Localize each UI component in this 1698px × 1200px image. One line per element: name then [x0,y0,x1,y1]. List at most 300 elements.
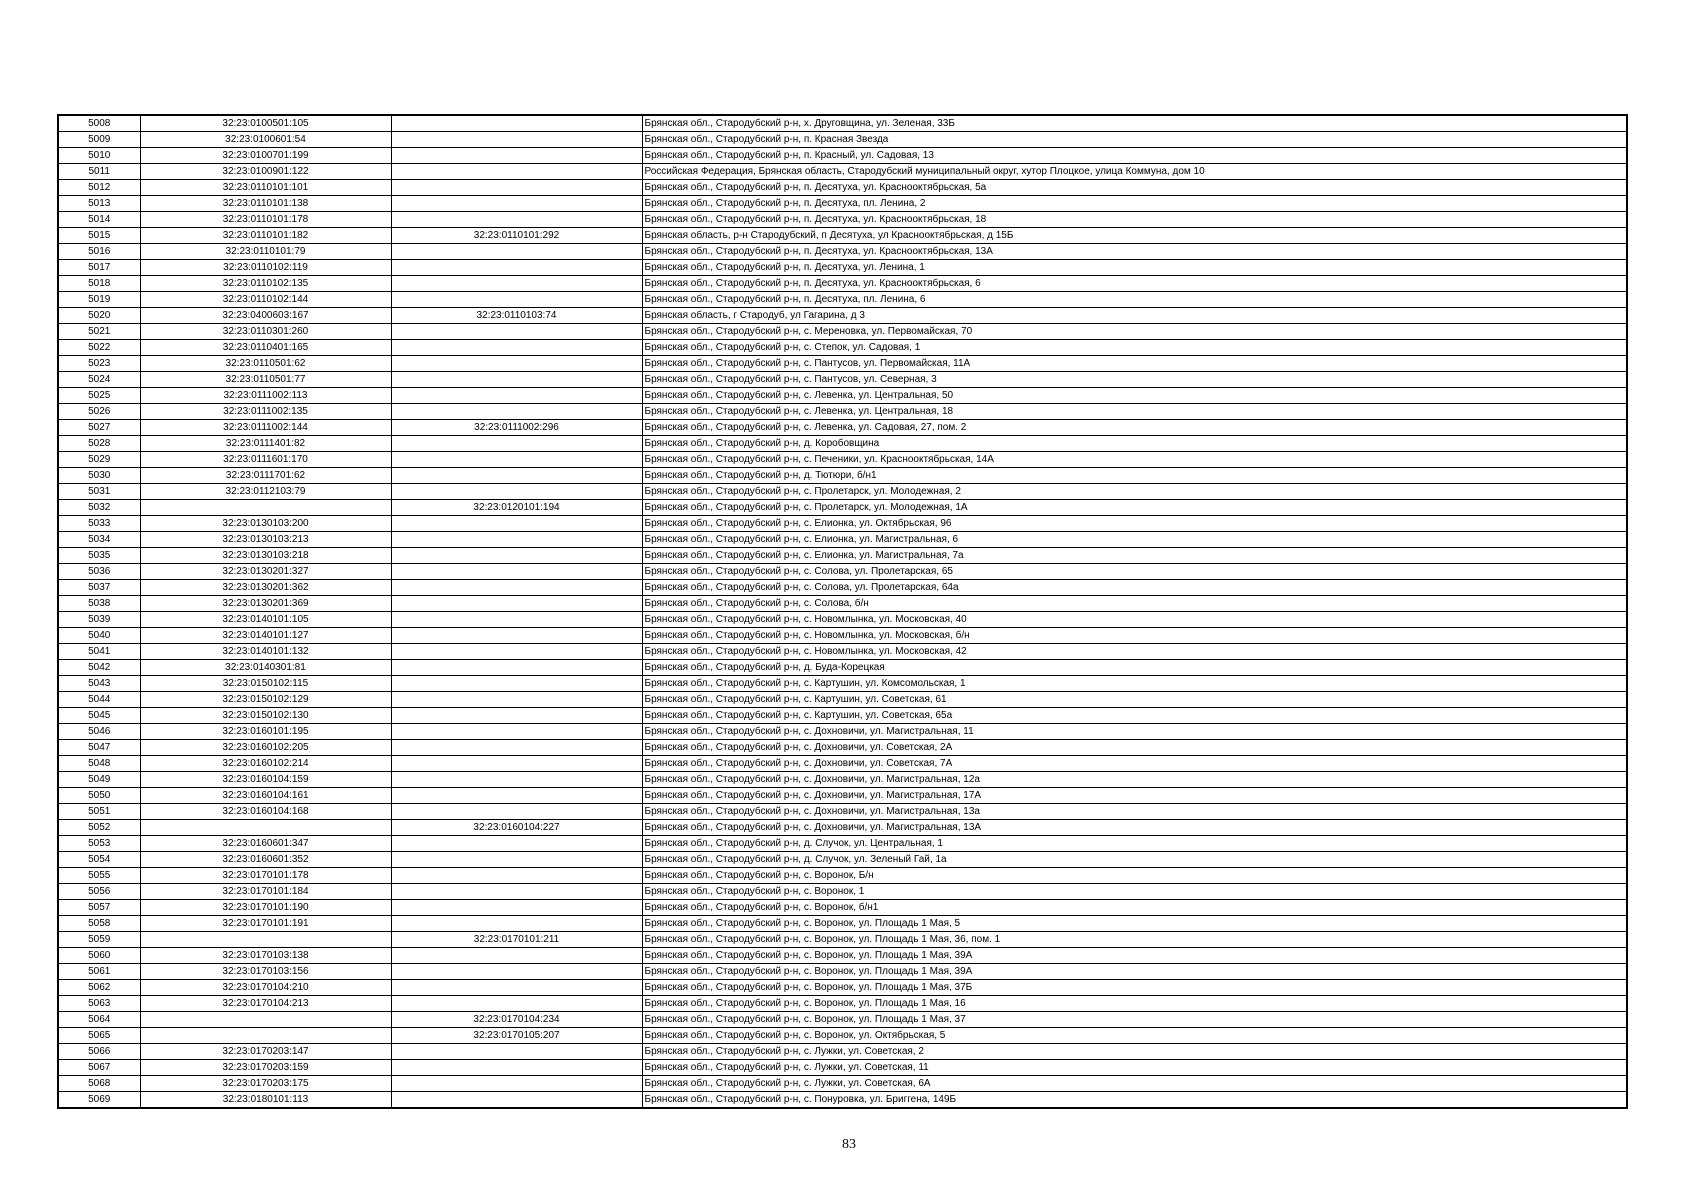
address-cell: Брянская обл., Стародубский р-н, с. Солова, ул. Пролетарская, 64а [642,580,1627,596]
cadastral-number-cell: 32:23:0170103:138 [140,948,391,964]
cadastral-number-cell: 32:23:0140101:127 [140,628,391,644]
cadastral-number-cell: 32:23:0111601:170 [140,452,391,468]
table-row [58,1044,1627,1060]
table-row [58,900,1627,916]
table-row [58,596,1627,612]
address-cell: Брянская обл., Стародубский р-н, д. Тютюри, б/н1 [642,468,1627,484]
table-row [58,404,1627,420]
address-cell: Брянская обл., Стародубский р-н, с. Воронок, ул. Площадь 1 Мая, 37 [642,1012,1627,1028]
address-cell: Брянская обл., Стародубский р-н, с. Дохновичи, ул. Советская, 7А [642,756,1627,772]
row-number-cell: 5059 [58,932,140,948]
row-number-cell: 5055 [58,868,140,884]
address-cell: Брянская обл., Стародубский р-н, с. Дохновичи, ул. Магистральная, 11 [642,724,1627,740]
related-cadastral-number-cell [391,740,642,756]
address-cell: Брянская обл., Стародубский р-н, с. Воронок, ул. Площадь 1 Мая, 39А [642,948,1627,964]
row-number-cell: 5063 [58,996,140,1012]
address-cell: Брянская обл., Стародубский р-н, с. Елионка, ул. Октябрьская, 96 [642,516,1627,532]
table-row [58,452,1627,468]
related-cadastral-number-cell [391,804,642,820]
related-cadastral-number-cell [391,964,642,980]
row-number-cell: 5044 [58,692,140,708]
related-cadastral-number-cell [391,916,642,932]
row-number-cell: 5019 [58,292,140,308]
cadastral-number-cell: 32:23:0110101:101 [140,180,391,196]
cadastral-number-cell: 32:23:0160601:352 [140,852,391,868]
cadastral-number-cell: 32:23:0110501:62 [140,356,391,372]
related-cadastral-number-cell [391,852,642,868]
table-row [58,980,1627,996]
related-cadastral-number-cell [391,1044,642,1060]
table-row [58,228,1627,244]
row-number-cell: 5050 [58,788,140,804]
row-number-cell: 5056 [58,884,140,900]
row-number-cell: 5042 [58,660,140,676]
address-cell: Брянская обл., Стародубский р-н, с. Пролетарск, ул. Молодежная, 1А [642,500,1627,516]
table-row [58,916,1627,932]
table-row [58,948,1627,964]
cadastral-number-cell: 32:23:0111401:82 [140,436,391,452]
cadastral-number-cell: 32:23:0170103:156 [140,964,391,980]
related-cadastral-number-cell: 32:23:0110101:292 [391,228,642,244]
row-number-cell: 5053 [58,836,140,852]
row-number-cell: 5034 [58,532,140,548]
address-cell: Брянская обл., Стародубский р-н, с. Печеники, ул. Краснооктябрьская, 14А [642,452,1627,468]
cadastral-number-cell: 32:23:0170101:191 [140,916,391,932]
table-row [58,436,1627,452]
table-row [58,868,1627,884]
row-number-cell: 5012 [58,180,140,196]
row-number-cell: 5065 [58,1028,140,1044]
address-cell: Брянская обл., Стародубский р-н, с. Степок, ул. Садовая, 1 [642,340,1627,356]
table-row [58,388,1627,404]
cadastral-number-cell [140,820,391,836]
address-cell: Брянская обл., Стародубский р-н, с. Новомлынка, ул. Московская, 42 [642,644,1627,660]
cadastral-number-cell: 32:23:0160104:161 [140,788,391,804]
cadastral-number-cell: 32:23:0110501:77 [140,372,391,388]
address-cell: Брянская обл., Стародубский р-н, с. Воронок, ул. Площадь 1 Мая, 36, пом. 1 [642,932,1627,948]
related-cadastral-number-cell: 32:23:0110103:74 [391,308,642,324]
related-cadastral-number-cell [391,676,642,692]
table-row [58,820,1627,836]
cadastral-number-cell: 32:23:0140101:132 [140,644,391,660]
address-cell: Брянская обл., Стародубский р-н, п. Десятуха, пл. Ленина, 6 [642,292,1627,308]
address-cell: Брянская обл., Стародубский р-н, с. Воронок, ул. Октябрьская, 5 [642,1028,1627,1044]
row-number-cell: 5069 [58,1092,140,1109]
table-row [58,628,1627,644]
related-cadastral-number-cell [391,1076,642,1092]
table-row [58,1012,1627,1028]
cadastral-number-cell: 32:23:0170203:159 [140,1060,391,1076]
table-row [58,356,1627,372]
row-number-cell: 5015 [58,228,140,244]
table-row [58,756,1627,772]
property-register-table [57,114,1628,1109]
table-row [58,708,1627,724]
related-cadastral-number-cell [391,756,642,772]
table-row [58,932,1627,948]
row-number-cell: 5058 [58,916,140,932]
address-cell: Брянская обл., Стародубский р-н, с. Мереновка, ул. Первомайская, 70 [642,324,1627,340]
related-cadastral-number-cell [391,564,642,580]
related-cadastral-number-cell [391,996,642,1012]
row-number-cell: 5036 [58,564,140,580]
cadastral-number-cell: 32:23:0100701:199 [140,148,391,164]
table-row [58,468,1627,484]
address-cell: Брянская обл., Стародубский р-н, с. Дохновичи, ул. Магистральная, 13А [642,820,1627,836]
row-number-cell: 5066 [58,1044,140,1060]
table-row [58,580,1627,596]
row-number-cell: 5041 [58,644,140,660]
cadastral-number-cell [140,1012,391,1028]
address-cell: Брянская обл., Стародубский р-н, с. Дохновичи, ул. Магистральная, 13а [642,804,1627,820]
table-row [58,852,1627,868]
cadastral-number-cell: 32:23:0140101:105 [140,612,391,628]
related-cadastral-number-cell: 32:23:0120101:194 [391,500,642,516]
row-number-cell: 5046 [58,724,140,740]
cadastral-number-cell: 32:23:0110101:178 [140,212,391,228]
related-cadastral-number-cell [391,628,642,644]
related-cadastral-number-cell [391,516,642,532]
row-number-cell: 5022 [58,340,140,356]
row-number-cell: 5023 [58,356,140,372]
cadastral-number-cell: 32:23:0180101:113 [140,1092,391,1109]
table-row [58,148,1627,164]
address-cell: Брянская обл., Стародубский р-н, п. Красная Звезда [642,132,1627,148]
table-row [58,548,1627,564]
cadastral-number-cell: 32:23:0130103:213 [140,532,391,548]
row-number-cell: 5021 [58,324,140,340]
address-cell: Брянская обл., Стародубский р-н, с. Воронок, ул. Площадь 1 Мая, 37Б [642,980,1627,996]
row-number-cell: 5010 [58,148,140,164]
row-number-cell: 5017 [58,260,140,276]
address-cell: Брянская обл., Стародубский р-н, с. Дохновичи, ул. Магистральная, 17А [642,788,1627,804]
related-cadastral-number-cell [391,468,642,484]
address-cell: Брянская обл., Стародубский р-н, д. Случок, ул. Центральная, 1 [642,836,1627,852]
address-cell: Брянская обл., Стародубский р-н, с. Солова, б/н [642,596,1627,612]
related-cadastral-number-cell [391,644,642,660]
related-cadastral-number-cell [391,660,642,676]
cadastral-number-cell: 32:23:0111002:113 [140,388,391,404]
address-cell: Брянская обл., Стародубский р-н, д. Буда-Корецкая [642,660,1627,676]
row-number-cell: 5035 [58,548,140,564]
row-number-cell: 5014 [58,212,140,228]
table-row [58,276,1627,292]
related-cadastral-number-cell [391,244,642,260]
row-number-cell: 5029 [58,452,140,468]
row-number-cell: 5033 [58,516,140,532]
cadastral-number-cell: 32:23:0110101:138 [140,196,391,212]
table-row [58,612,1627,628]
address-cell: Брянская обл., Стародубский р-н, с. Картушин, ул. Советская, 65а [642,708,1627,724]
related-cadastral-number-cell [391,372,642,388]
related-cadastral-number-cell [391,260,642,276]
related-cadastral-number-cell: 32:23:0170101:211 [391,932,642,948]
row-number-cell: 5045 [58,708,140,724]
table-row [58,1060,1627,1076]
row-number-cell: 5009 [58,132,140,148]
cadastral-number-cell: 32:23:0170203:175 [140,1076,391,1092]
cadastral-number-cell: 32:23:0110301:260 [140,324,391,340]
cadastral-number-cell: 32:23:0170104:213 [140,996,391,1012]
related-cadastral-number-cell [391,164,642,180]
table-row [58,308,1627,324]
related-cadastral-number-cell [391,452,642,468]
row-number-cell: 5039 [58,612,140,628]
related-cadastral-number-cell [391,340,642,356]
table-row [58,132,1627,148]
table-row [58,660,1627,676]
related-cadastral-number-cell [391,436,642,452]
related-cadastral-number-cell [391,580,642,596]
address-cell: Брянская обл., Стародубский р-н, с. Левенка, ул. Центральная, 50 [642,388,1627,404]
address-cell: Брянская обл., Стародубский р-н, с. Лужки, ул. Советская, 2 [642,1044,1627,1060]
table-row [58,1028,1627,1044]
address-cell: Брянская обл., Стародубский р-н, п. Десятуха, ул. Краснооктябрьская, 13А [642,244,1627,260]
related-cadastral-number-cell [391,292,642,308]
address-cell: Российская Федерация, Брянская область, Стародубский муниципальный округ, хутор Плоцкое, улица Коммуна, дом 10 [642,164,1627,180]
address-cell: Брянская обл., Стародубский р-н, х. Друговщина, ул. Зеленая, 33Б [642,115,1627,132]
cadastral-number-cell: 32:23:0100601:54 [140,132,391,148]
address-cell: Брянская обл., Стародубский р-н, с. Елионка, ул. Магистральная, 7а [642,548,1627,564]
related-cadastral-number-cell: 32:23:0170105:207 [391,1028,642,1044]
cadastral-number-cell: 32:23:0111002:144 [140,420,391,436]
address-cell: Брянская обл., Стародубский р-н, с. Картушин, ул. Комсомольская, 1 [642,676,1627,692]
table-row [58,836,1627,852]
related-cadastral-number-cell: 32:23:0170104:234 [391,1012,642,1028]
row-number-cell: 5040 [58,628,140,644]
row-number-cell: 5054 [58,852,140,868]
row-number-cell: 5031 [58,484,140,500]
row-number-cell: 5047 [58,740,140,756]
address-cell: Брянская обл., Стародубский р-н, п. Десятуха, ул. Краснооктябрьская, 18 [642,212,1627,228]
table-row [58,500,1627,516]
related-cadastral-number-cell: 32:23:0111002:296 [391,420,642,436]
address-cell: Брянская обл., Стародубский р-н, с. Воронок, б/н1 [642,900,1627,916]
address-cell: Брянская обл., Стародубский р-н, п. Десятуха, ул. Краснооктябрьская, 5а [642,180,1627,196]
table-row [58,196,1627,212]
related-cadastral-number-cell [391,404,642,420]
related-cadastral-number-cell [391,324,642,340]
row-number-cell: 5011 [58,164,140,180]
row-number-cell: 5008 [58,115,140,132]
row-number-cell: 5016 [58,244,140,260]
related-cadastral-number-cell [391,132,642,148]
cadastral-number-cell: 32:23:0170203:147 [140,1044,391,1060]
cadastral-number-cell: 32:23:0160104:159 [140,772,391,788]
related-cadastral-number-cell [391,148,642,164]
table-row [58,996,1627,1012]
cadastral-number-cell [140,932,391,948]
address-cell: Брянская обл., Стародубский р-н, п. Десятуха, ул. Краснооктябрьская, 6 [642,276,1627,292]
row-number-cell: 5013 [58,196,140,212]
cadastral-number-cell: 32:23:0110102:119 [140,260,391,276]
related-cadastral-number-cell [391,180,642,196]
related-cadastral-number-cell [391,1060,642,1076]
cadastral-number-cell: 32:23:0170101:178 [140,868,391,884]
related-cadastral-number-cell [391,115,642,132]
cadastral-number-cell: 32:23:0100901:122 [140,164,391,180]
cadastral-number-cell: 32:23:0150102:129 [140,692,391,708]
row-number-cell: 5064 [58,1012,140,1028]
row-number-cell: 5028 [58,436,140,452]
cadastral-number-cell [140,1028,391,1044]
table-row [58,788,1627,804]
table-row [58,692,1627,708]
table-row [58,420,1627,436]
row-number-cell: 5051 [58,804,140,820]
cadastral-number-cell: 32:23:0160601:347 [140,836,391,852]
cadastral-number-cell: 32:23:0170104:210 [140,980,391,996]
table-row [58,804,1627,820]
cadastral-number-cell: 32:23:0130201:362 [140,580,391,596]
address-cell: Брянская обл., Стародубский р-н, п. Десятуха, ул. Ленина, 1 [642,260,1627,276]
table-row [58,564,1627,580]
row-number-cell: 5018 [58,276,140,292]
address-cell: Брянская обл., Стародубский р-н, с. Новомлынка, ул. Московская, 40 [642,612,1627,628]
address-cell: Брянская обл., Стародубский р-н, с. Лужки, ул. Советская, 6А [642,1076,1627,1092]
table-row [58,516,1627,532]
cadastral-number-cell [140,500,391,516]
cadastral-number-cell: 32:23:0110102:144 [140,292,391,308]
table-row [58,884,1627,900]
cadastral-number-cell: 32:23:0160104:168 [140,804,391,820]
row-number-cell: 5037 [58,580,140,596]
related-cadastral-number-cell: 32:23:0160104:227 [391,820,642,836]
table-row [58,724,1627,740]
table-row [58,260,1627,276]
page-number: 83 [842,1137,856,1152]
cadastral-number-cell: 32:23:0110101:182 [140,228,391,244]
address-cell: Брянская обл., Стародубский р-н, с. Воронок, ул. Площадь 1 Мая, 39А [642,964,1627,980]
address-cell: Брянская обл., Стародубский р-н, с. Воронок, ул. Площадь 1 Мая, 16 [642,996,1627,1012]
cadastral-number-cell: 32:23:0111002:135 [140,404,391,420]
related-cadastral-number-cell [391,196,642,212]
table-row [58,676,1627,692]
cadastral-number-cell: 32:23:0110102:135 [140,276,391,292]
cadastral-number-cell: 32:23:0160102:214 [140,756,391,772]
related-cadastral-number-cell [391,948,642,964]
table-row [58,244,1627,260]
cadastral-number-cell: 32:23:0100501:105 [140,115,391,132]
table-row [58,372,1627,388]
address-cell: Брянская обл., Стародубский р-н, с. Дохновичи, ул. Магистральная, 12а [642,772,1627,788]
related-cadastral-number-cell [391,884,642,900]
related-cadastral-number-cell [391,868,642,884]
address-cell: Брянская обл., Стародубский р-н, с. Пролетарск, ул. Молодежная, 2 [642,484,1627,500]
row-number-cell: 5020 [58,308,140,324]
row-number-cell: 5057 [58,900,140,916]
table-row [58,644,1627,660]
row-number-cell: 5067 [58,1060,140,1076]
cadastral-number-cell: 32:23:0130201:327 [140,564,391,580]
cadastral-number-cell: 32:23:0150102:115 [140,676,391,692]
table-row [58,324,1627,340]
address-cell: Брянская обл., Стародубский р-н, с. Воронок, 1 [642,884,1627,900]
address-cell: Брянская обл., Стародубский р-н, д. Случок, ул. Зеленый Гай, 1а [642,852,1627,868]
address-cell: Брянская обл., Стародубский р-н, с. Лужки, ул. Советская, 11 [642,1060,1627,1076]
address-cell: Брянская обл., Стародубский р-н, с. Пантусов, ул. Первомайская, 11А [642,356,1627,372]
row-number-cell: 5061 [58,964,140,980]
row-number-cell: 5038 [58,596,140,612]
related-cadastral-number-cell [391,900,642,916]
address-cell: Брянская обл., Стародубский р-н, с. Пантусов, ул. Северная, 3 [642,372,1627,388]
table-row [58,532,1627,548]
row-number-cell: 5049 [58,772,140,788]
address-cell: Брянская обл., Стародубский р-н, с. Елионка, ул. Магистральная, 6 [642,532,1627,548]
related-cadastral-number-cell [391,484,642,500]
related-cadastral-number-cell [391,596,642,612]
related-cadastral-number-cell [391,788,642,804]
row-number-cell: 5026 [58,404,140,420]
cadastral-number-cell: 32:23:0130103:218 [140,548,391,564]
address-cell: Брянская область, г Стародуб, ул Гагарина, д 3 [642,308,1627,324]
row-number-cell: 5052 [58,820,140,836]
row-number-cell: 5048 [58,756,140,772]
cadastral-number-cell: 32:23:0140301:81 [140,660,391,676]
row-number-cell: 5043 [58,676,140,692]
related-cadastral-number-cell [391,772,642,788]
table-row [58,115,1627,132]
cadastral-number-cell: 32:23:0150102:130 [140,708,391,724]
table-row [58,180,1627,196]
table-row [58,1076,1627,1092]
address-cell: Брянская обл., Стародубский р-н, с. Дохновичи, ул. Советская, 2А [642,740,1627,756]
related-cadastral-number-cell [391,532,642,548]
address-cell: Брянская область, р-н Стародубский, п Десятуха, ул Краснооктябрьская, д 15Б [642,228,1627,244]
address-cell: Брянская обл., Стародубский р-н, с. Солова, ул. Пролетарская, 65 [642,564,1627,580]
address-cell: Брянская обл., Стародубский р-н, п. Красный, ул. Садовая, 13 [642,148,1627,164]
related-cadastral-number-cell [391,612,642,628]
register-table-body [58,115,1627,1108]
address-cell: Брянская обл., Стародубский р-н, с. Картушин, ул. Советская, 61 [642,692,1627,708]
table-row [58,484,1627,500]
related-cadastral-number-cell [391,276,642,292]
related-cadastral-number-cell [391,708,642,724]
related-cadastral-number-cell [391,388,642,404]
row-number-cell: 5030 [58,468,140,484]
cadastral-number-cell: 32:23:0160102:205 [140,740,391,756]
address-cell: Брянская обл., Стародубский р-н, с. Воронок, ул. Площадь 1 Мая, 5 [642,916,1627,932]
table-row [58,964,1627,980]
cadastral-number-cell: 32:23:0110401:165 [140,340,391,356]
address-cell: Брянская обл., Стародубский р-н, с. Новомлынка, ул. Московская, б/н [642,628,1627,644]
table-row [58,340,1627,356]
table-row [58,164,1627,180]
row-number-cell: 5032 [58,500,140,516]
row-number-cell: 5062 [58,980,140,996]
table-row [58,212,1627,228]
related-cadastral-number-cell [391,692,642,708]
related-cadastral-number-cell [391,212,642,228]
related-cadastral-number-cell [391,1092,642,1109]
table-row [58,772,1627,788]
table-row [58,292,1627,308]
address-cell: Брянская обл., Стародубский р-н, д. Коробовщина [642,436,1627,452]
table-row [58,740,1627,756]
address-cell: Брянская обл., Стародубский р-н, с. Левенка, ул. Центральная, 18 [642,404,1627,420]
cadastral-number-cell: 32:23:0170101:190 [140,900,391,916]
address-cell: Брянская обл., Стародубский р-н, с. Понуровка, ул. Бриггена, 149Б [642,1092,1627,1109]
related-cadastral-number-cell [391,548,642,564]
cadastral-number-cell: 32:23:0112103:79 [140,484,391,500]
cadastral-number-cell: 32:23:0130201:369 [140,596,391,612]
address-cell: Брянская обл., Стародубский р-н, п. Десятуха, пл. Ленина, 2 [642,196,1627,212]
related-cadastral-number-cell [391,836,642,852]
row-number-cell: 5068 [58,1076,140,1092]
cadastral-number-cell: 32:23:0110101:79 [140,244,391,260]
related-cadastral-number-cell [391,724,642,740]
cadastral-number-cell: 32:23:0170101:184 [140,884,391,900]
